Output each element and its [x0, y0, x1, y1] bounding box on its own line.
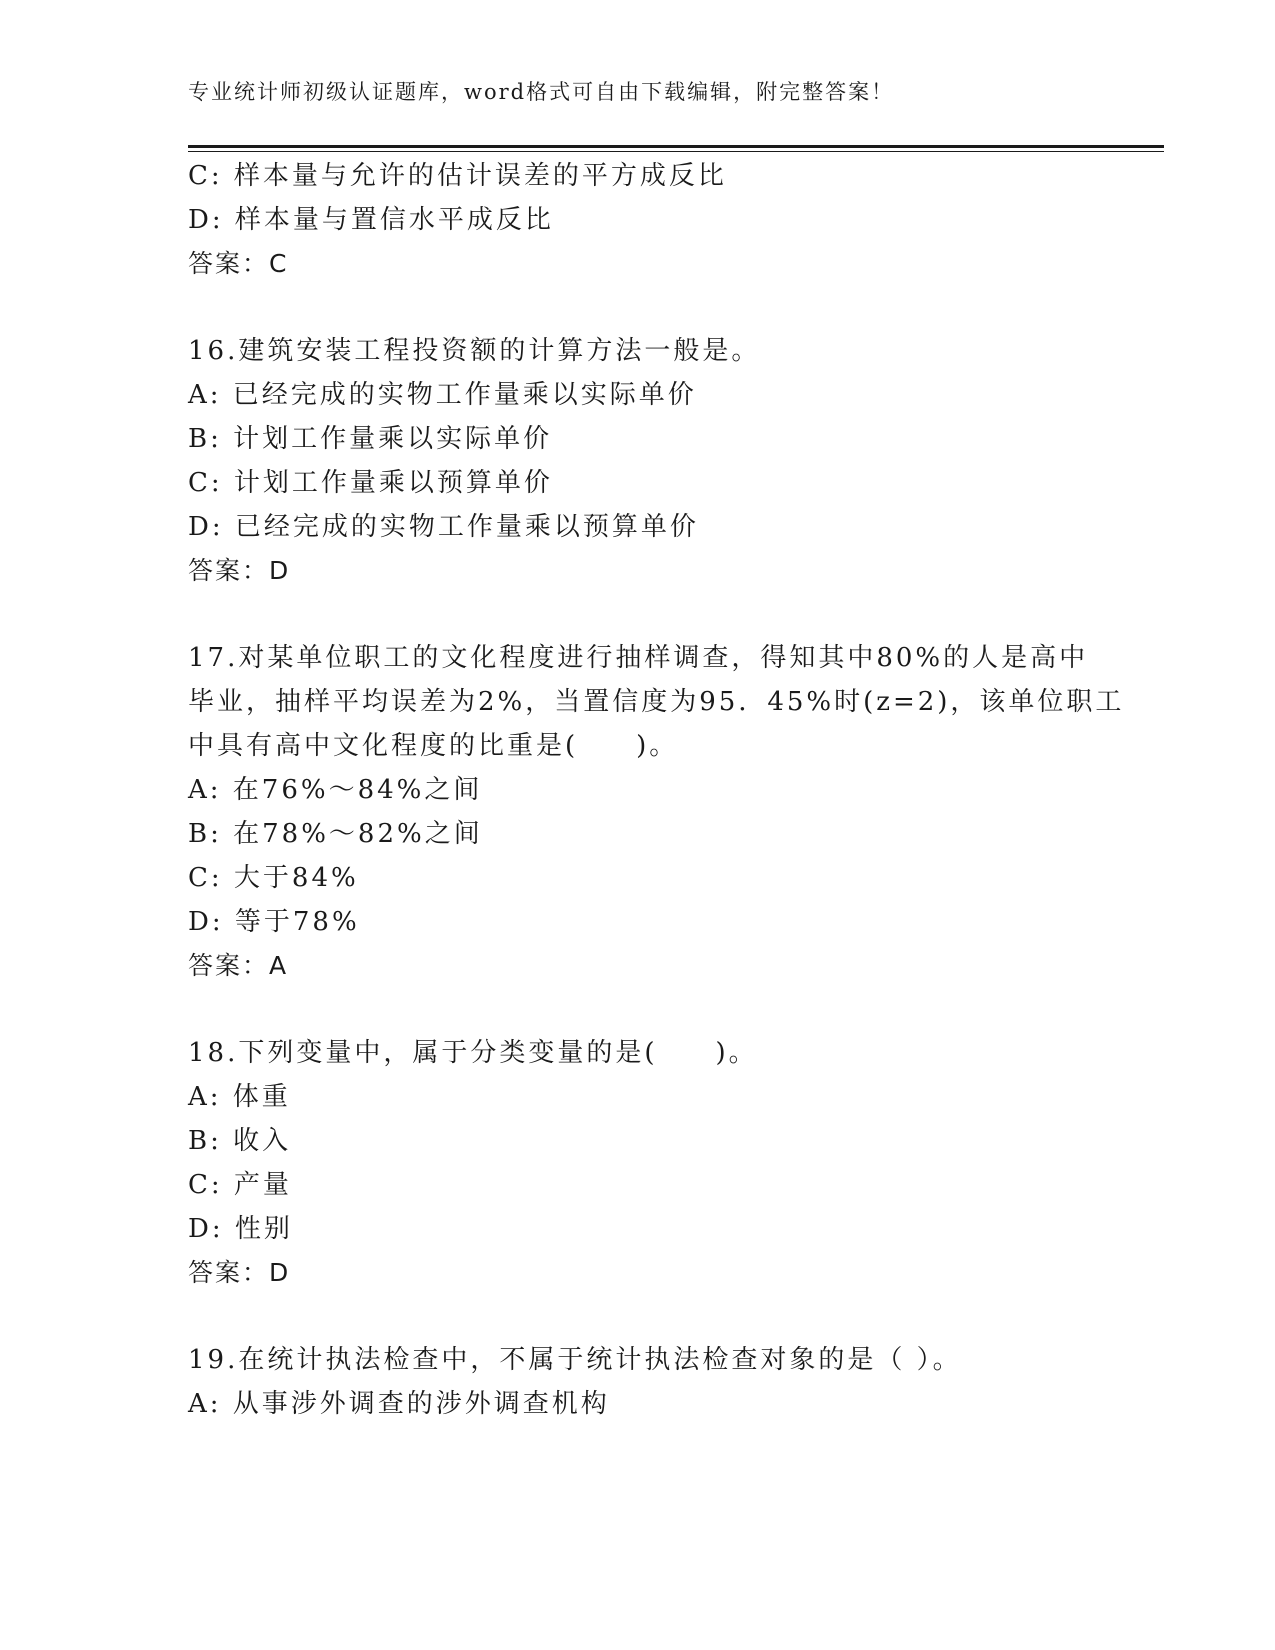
q16-option-b: B: 计划工作量乘以实际单价: [188, 424, 553, 454]
q18-stem: 18.下列变量中，属于分类变量的是( )。: [188, 1038, 758, 1068]
q18-option-a: A: 体重: [188, 1082, 291, 1112]
q17-option-b: B: 在78%～82%之间: [188, 819, 483, 849]
page-header: 专业统计师初级认证题库，word格式可自由下载编辑，附完整答案！: [188, 80, 895, 104]
q19-stem: 19.在统计执法检查中，不属于统计执法检查对象的是（ ）。: [188, 1345, 962, 1375]
q16-answer: 答案：D: [188, 556, 291, 585]
q16-option-a: A: 已经完成的实物工作量乘以实际单价: [188, 380, 697, 410]
q15-option-d: D: 样本量与置信水平成反比: [188, 205, 554, 235]
q18-option-d: D: 性别: [188, 1214, 293, 1244]
q17-stem-line-3: 中具有高中文化程度的比重是( )。: [188, 731, 679, 761]
q17-stem-line-2: 毕业，抽样平均误差为2%，当置信度为95．45%时(z=2)，该单位职工: [188, 687, 1125, 717]
q15-answer: 答案：C: [188, 249, 289, 278]
header-rule: [188, 145, 1164, 152]
q18-option-c: C: 产量: [188, 1170, 292, 1200]
q16-stem: 16.建筑安装工程投资额的计算方法一般是。: [188, 336, 761, 366]
q18-answer: 答案：D: [188, 1258, 291, 1287]
q15-option-c: C: 样本量与允许的估计误差的平方成反比: [188, 161, 727, 191]
q17-answer: 答案：A: [188, 951, 289, 980]
q18-option-b: B: 收入: [188, 1126, 292, 1156]
q19-option-a: A: 从事涉外调查的涉外调查机构: [188, 1389, 610, 1419]
q17-option-d: D: 等于78%: [188, 907, 360, 937]
q17-option-c: C: 大于84%: [188, 863, 359, 893]
q16-option-c: C: 计划工作量乘以预算单价: [188, 468, 553, 498]
q16-option-d: D: 已经完成的实物工作量乘以预算单价: [188, 512, 699, 542]
q17-option-a: A: 在76%～84%之间: [188, 775, 483, 805]
q17-stem-line-1: 17.对某单位职工的文化程度进行抽样调查，得知其中80%的人是高中: [188, 643, 1089, 673]
